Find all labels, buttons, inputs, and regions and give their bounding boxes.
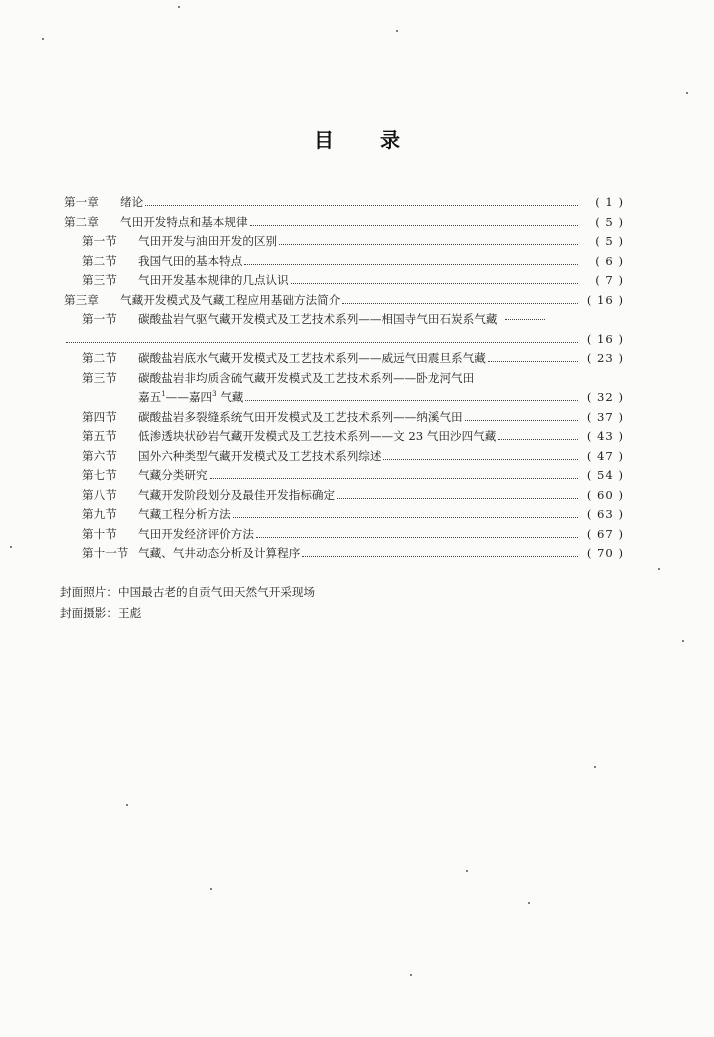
entry-page: ( 47 )	[586, 448, 624, 463]
toc-entry-continuation[interactable]	[64, 330, 624, 350]
entry-label: 第二节	[82, 351, 117, 365]
entry-page: ( 54 )	[586, 468, 624, 482]
entry-label: 第四节	[82, 409, 117, 424]
entry-label: 第一节	[82, 312, 117, 326]
entry-page: ( 5 )	[595, 214, 624, 229]
toc-entry[interactable]	[64, 447, 624, 467]
entry-title: 气藏开发阶段划分及最佳开发指标确定	[138, 487, 336, 502]
leader-dots	[66, 334, 578, 343]
entry-page: ( 70 )	[586, 546, 624, 560]
toc-entry[interactable]	[64, 486, 624, 506]
leader-dots	[465, 412, 578, 421]
toc-entry[interactable]	[64, 252, 624, 272]
toc-entry[interactable]	[64, 271, 624, 291]
entry-label: 第六节	[82, 448, 117, 463]
entry-title: 碳酸盐岩气驱气藏开发模式及工艺技术系列——相国寺气田石炭系气藏	[138, 312, 498, 326]
leader-dots	[498, 431, 578, 440]
toc-entry[interactable]	[64, 427, 624, 447]
page-title	[0, 124, 714, 153]
entry-page: ( 32 )	[586, 390, 624, 404]
entry-label: 第一章	[64, 195, 99, 209]
entry-title: 气田开发特点和基本规律	[120, 214, 248, 229]
title-char-2: 录	[380, 128, 400, 152]
toc-entry[interactable]	[64, 544, 624, 564]
scan-speck	[42, 38, 44, 40]
entry-page: ( 67 )	[586, 526, 624, 541]
entry-label: 第三章	[64, 292, 99, 307]
scan-speck	[682, 640, 684, 642]
leader-dots	[244, 256, 578, 265]
leader-dots	[210, 470, 578, 479]
toc-entry[interactable]	[64, 369, 624, 389]
scan-speck	[410, 974, 412, 976]
scan-speck	[528, 902, 530, 904]
entry-title: 气藏工程分析方法	[138, 507, 231, 521]
entry-title: 气田开发经济评价方法	[138, 526, 254, 541]
entry-page: ( 1 )	[595, 195, 624, 209]
entry-title: 气藏、气井动态分析及计算程序	[138, 546, 301, 560]
entry-page: ( 37 )	[586, 409, 624, 424]
entry-page: ( 16 )	[586, 292, 624, 307]
entry-label: 第八节	[82, 487, 117, 502]
toc-entry[interactable]	[64, 466, 624, 486]
entry-page: ( 63 )	[586, 507, 624, 521]
table-of-contents	[64, 193, 624, 564]
entry-title: 气藏开发模式及气藏工程应用基础方法简介	[120, 292, 341, 307]
entry-title: 低渗透块状砂岩气藏开发模式及工艺技术系列——文 23 气田沙四气藏	[138, 429, 497, 443]
entry-title-continued: 嘉五$^1$——嘉四$^3$ 气藏	[138, 390, 244, 404]
entry-title: 国外六种类型气藏开发模式及工艺技术系列综述	[138, 448, 382, 463]
leader-dots	[302, 548, 578, 557]
scan-speck	[466, 870, 468, 872]
entry-label: 第一节	[82, 234, 117, 248]
cover-photographer: 封面摄影：王彪	[60, 606, 142, 620]
toc-entry[interactable]	[64, 349, 624, 369]
entry-page: ( 16 )	[586, 331, 624, 346]
entry-label: 第十节	[82, 526, 117, 541]
leader-dots	[250, 217, 578, 226]
scan-speck	[594, 766, 596, 768]
toc-entry[interactable]	[64, 232, 624, 252]
leader-dots	[233, 509, 578, 518]
scan-speck	[210, 888, 212, 890]
scan-speck	[10, 546, 12, 548]
cover-photo-caption: 封面照片：中国最古老的自贡气田天然气开采现场	[60, 585, 316, 599]
entry-page: ( 23 )	[586, 351, 624, 365]
title-char-1: 目	[314, 128, 334, 152]
toc-entry[interactable]	[64, 505, 624, 525]
leader-dots	[256, 529, 578, 538]
leader-dots	[245, 392, 578, 401]
leader-dots	[291, 275, 578, 284]
entry-page: ( 60 )	[586, 487, 624, 502]
scan-speck	[126, 804, 128, 806]
leader-dots	[488, 353, 578, 362]
entry-page: ( 7 )	[595, 273, 624, 287]
toc-entry[interactable]	[64, 213, 624, 233]
entry-title: 我国气田的基本特点	[138, 253, 243, 268]
entry-title: 气田开发基本规律的几点认识	[138, 273, 289, 287]
entry-label: 第五节	[82, 429, 117, 443]
scan-speck	[396, 30, 398, 32]
leader-dots	[145, 197, 578, 206]
entry-page: ( 6 )	[595, 253, 624, 268]
entry-label: 第二章	[64, 214, 99, 229]
entry-title: 绪论	[120, 195, 144, 209]
toc-entry[interactable]	[64, 310, 624, 330]
entry-title: 碳酸盐岩多裂缝系统气田开发模式及工艺技术系列——纳溪气田	[138, 409, 463, 424]
entry-label: 第二节	[82, 253, 117, 268]
leader-dots	[505, 311, 545, 320]
scan-speck	[178, 6, 180, 8]
leader-dots	[337, 490, 578, 499]
entry-label: 第九节	[82, 507, 117, 521]
toc-entry-continuation[interactable]	[64, 388, 624, 408]
entry-title: 气藏分类研究	[138, 468, 208, 482]
toc-entry[interactable]	[64, 193, 624, 213]
scan-speck	[686, 92, 688, 94]
leader-dots	[279, 236, 578, 245]
entry-label: 第三节	[82, 273, 117, 287]
entry-page: ( 43 )	[586, 429, 624, 443]
entry-title: 碳酸盐岩非均质含硫气藏开发模式及工艺技术系列——卧龙河气田	[138, 370, 475, 385]
entry-label: 第七节	[82, 468, 117, 482]
scan-speck	[658, 568, 660, 570]
entry-page: ( 5 )	[595, 234, 624, 248]
toc-entry[interactable]	[64, 408, 624, 428]
leader-dots	[383, 451, 578, 460]
toc-entry[interactable]	[64, 525, 624, 545]
entry-title: 气田开发与油田开发的区别	[138, 234, 278, 248]
entry-title: 碳酸盐岩底水气藏开发模式及工艺技术系列——威远气田震旦系气藏	[138, 351, 486, 365]
entry-label: 第十一节	[82, 546, 129, 560]
toc-entry[interactable]	[64, 291, 624, 311]
entry-label: 第三节	[82, 370, 117, 385]
leader-dots	[342, 295, 578, 304]
